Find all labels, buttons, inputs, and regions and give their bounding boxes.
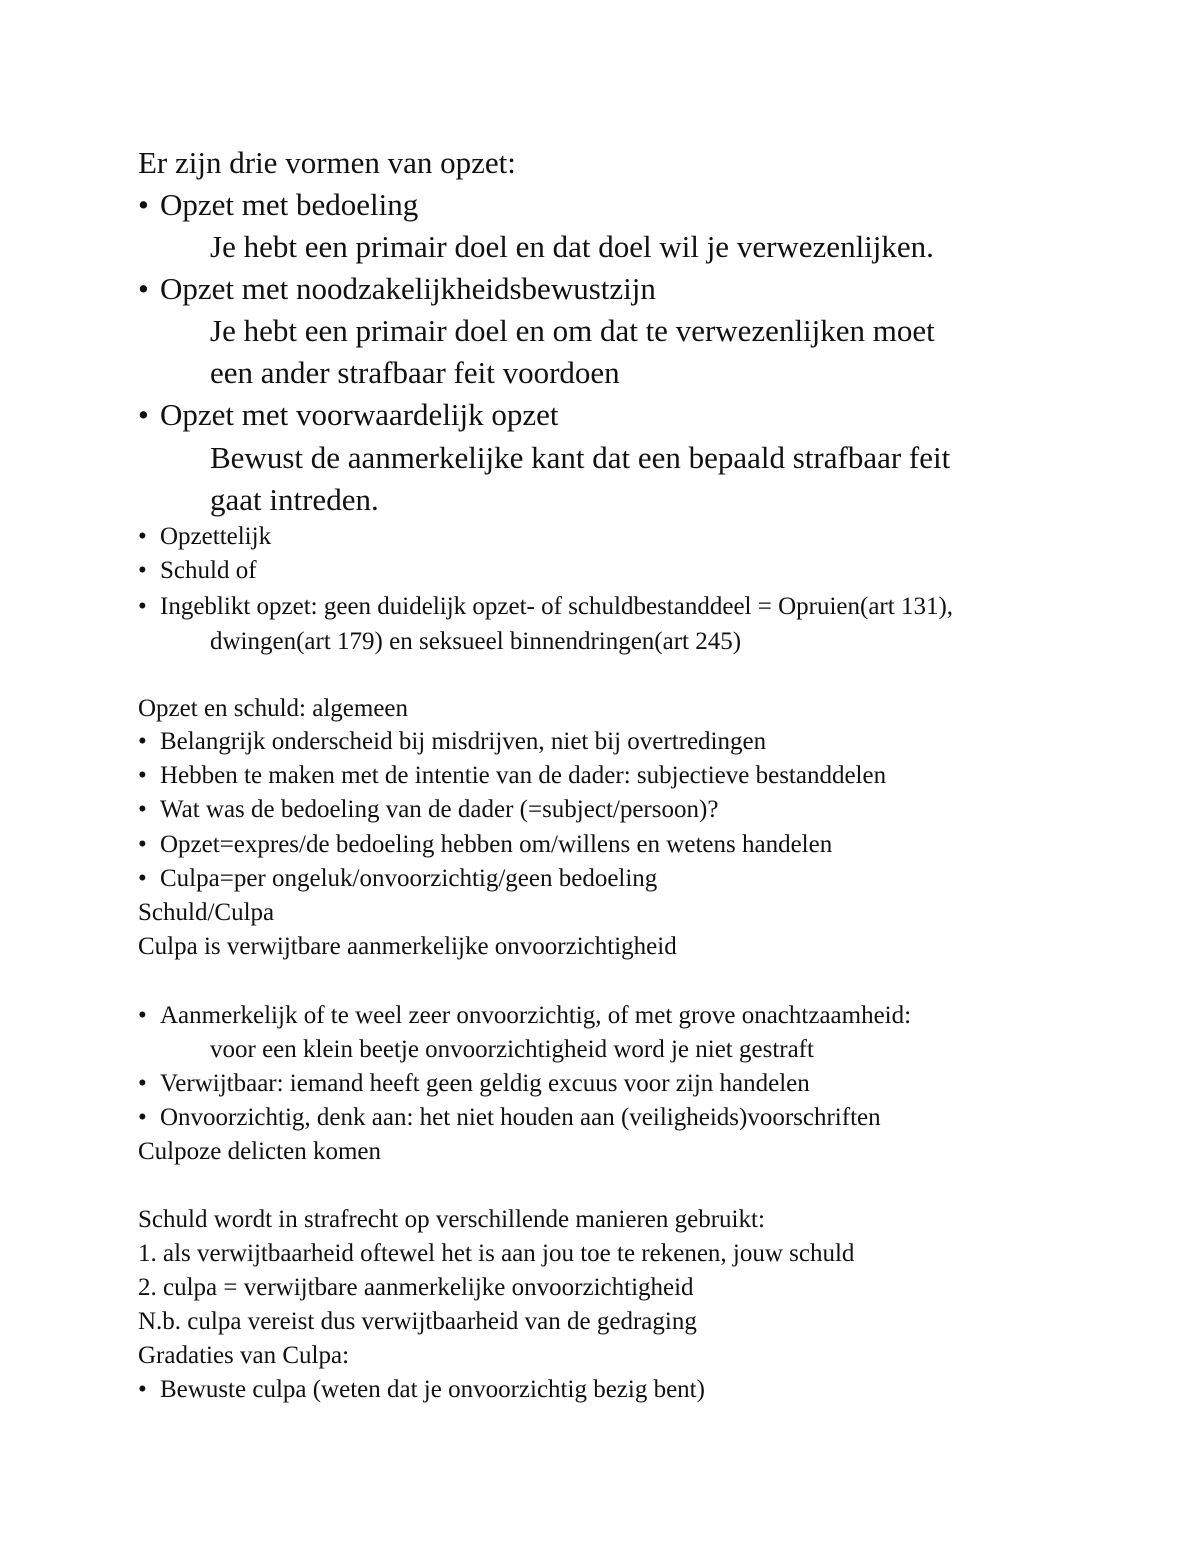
- bullet-icon: •: [138, 523, 147, 550]
- section-heading: Opzet en schuld: algemeen: [138, 695, 409, 722]
- list-item-text: Belangrijk onderscheid bij misdrijven, niet bij overtredingen: [160, 728, 767, 755]
- list-item: [138, 729, 766, 754]
- list-item-text: Opzet=expres/de bedoeling hebben om/willens en wetens handelen: [160, 831, 833, 858]
- numbered-item: 1. als verwijtbaarheid oftewel het is aan jou toe te rekenen, jouw schuld: [138, 1240, 855, 1267]
- bullet-icon: •: [138, 762, 147, 789]
- paragraph: N.b. culpa vereist dus verwijtbaarheid van de gedraging: [138, 1308, 697, 1335]
- opzet-form-desc: gaat intreden.: [210, 482, 379, 517]
- list-item: [138, 1105, 881, 1130]
- list-item: [138, 399, 559, 430]
- bullet-icon: •: [138, 593, 147, 620]
- opzet-heading: Er zijn drie vormen van opzet:: [138, 145, 516, 180]
- opzet-form-desc: een ander strafbaar feit voordoen: [210, 355, 620, 390]
- bullet-icon: •: [138, 271, 149, 306]
- list-item-text: Culpa=per ongeluk/onvoorzichtig/geen bedoeling: [160, 865, 658, 892]
- bullet-icon: •: [138, 1104, 147, 1131]
- list-item-text: Aanmerkelijk of te weel zeer onvoorzichtig, of met grove onachtzaamheid:: [160, 1002, 912, 1029]
- opzet-form-title: Opzet met noodzakelijkheidsbewustzijn: [160, 271, 656, 306]
- bullet-icon: •: [138, 796, 147, 823]
- list-item-continuation: voor een klein beetje onvoorzichtigheid word je niet gestraft: [210, 1036, 814, 1063]
- paragraph: Culpoze delicten komen: [138, 1138, 381, 1165]
- section-heading: Schuld wordt in strafrecht op verschillende manieren gebruikt:: [138, 1206, 765, 1233]
- bullet-icon: •: [138, 397, 149, 432]
- list-item-text: Schuld of: [160, 557, 257, 584]
- opzet-form-desc: Je hebt een primair doel en om dat te verwezenlijken moet: [210, 313, 935, 348]
- list-item-text: Bewuste culpa (weten dat je onvoorzichtig bezig bent): [160, 1376, 705, 1403]
- list-item-continuation: dwingen(art 179) en seksueel binnendringen(art 245): [210, 628, 742, 655]
- list-item-text: Hebben te maken met de intentie van de dader: subjectieve bestanddelen: [160, 762, 887, 789]
- list-item-text: Onvoorzichtig, denk aan: het niet houden aan (veiligheids)voorschriften: [160, 1104, 881, 1131]
- list-item: [138, 1071, 810, 1096]
- list-item: [138, 558, 257, 583]
- list-item: [138, 866, 657, 891]
- opzet-form-title: Opzet met voorwaardelijk opzet: [160, 397, 559, 432]
- opzet-form-desc: Je hebt een primair doel en dat doel wil je verwezenlijken.: [210, 229, 934, 264]
- bullet-icon: •: [138, 728, 147, 755]
- paragraph: Culpa is verwijtbare aanmerkelijke onvoorzichtigheid: [138, 933, 677, 960]
- list-item: [138, 1003, 911, 1028]
- opzet-form-desc: Bewust de aanmerkelijke kant dat een bepaald strafbaar feit: [210, 440, 951, 475]
- bullet-icon: •: [138, 1376, 147, 1403]
- bullet-icon: •: [138, 831, 147, 858]
- list-item: [138, 273, 656, 304]
- list-item-text: Verwijtbaar: iemand heeft geen geldig excuus voor zijn handelen: [160, 1070, 810, 1097]
- section-heading: Schuld/Culpa: [138, 899, 275, 926]
- bullet-icon: •: [138, 557, 147, 584]
- bullet-icon: •: [138, 187, 149, 222]
- section-heading: Gradaties van Culpa:: [138, 1342, 350, 1369]
- bullet-icon: •: [138, 865, 147, 892]
- list-item: [138, 832, 832, 857]
- list-item: [138, 524, 271, 549]
- list-item: [138, 1377, 705, 1402]
- opzet-form-title: Opzet met bedoeling: [160, 187, 419, 222]
- list-item-text: Opzettelijk: [160, 523, 272, 550]
- list-item: [138, 763, 886, 788]
- list-item: [138, 189, 418, 220]
- bullet-icon: •: [138, 1070, 147, 1097]
- list-item: [138, 797, 718, 822]
- list-item-text: Ingeblikt opzet: geen duidelijk opzet- of schuldbestanddeel = Opruien(art 131),: [160, 593, 954, 620]
- numbered-item: 2. culpa = verwijtbare aanmerkelijke onvoorzichtigheid: [138, 1274, 694, 1301]
- list-item-text: Wat was de bedoeling van de dader (=subject/persoon)?: [160, 796, 719, 823]
- list-item: [138, 594, 953, 619]
- bullet-icon: •: [138, 1002, 147, 1029]
